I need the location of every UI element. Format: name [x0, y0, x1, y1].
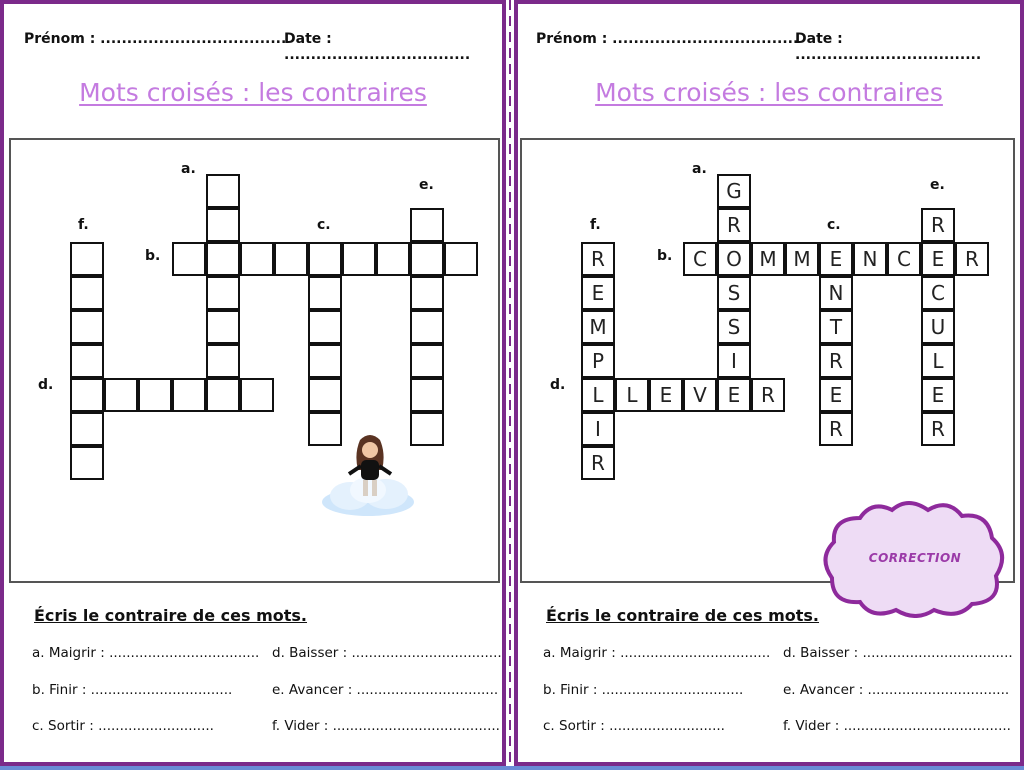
crossword-cell: E — [649, 378, 683, 412]
crossword-cell: C — [921, 276, 955, 310]
crossword-cell — [70, 242, 104, 276]
crossword-cell: E — [921, 242, 955, 276]
question-f: f. Vider : ....................................... — [272, 718, 500, 734]
crossword-cell: E — [819, 242, 853, 276]
crossword-cell — [240, 242, 274, 276]
worksheet-blank — [0, 0, 506, 766]
page-divider — [509, 0, 511, 770]
question-d: d. Baisser : ................................... — [783, 645, 1013, 661]
crossword-cell — [308, 378, 342, 412]
crossword-cell — [104, 378, 138, 412]
crossword-cell: L — [581, 378, 615, 412]
crossword-cell: G — [717, 174, 751, 208]
crossword-cell: R — [581, 446, 615, 480]
crossword-cell: C — [683, 242, 717, 276]
question-c: c. Sortir : ........................... — [32, 718, 214, 734]
clue-label-d: d. — [38, 377, 54, 393]
question-a: a. Maigrir : ................................... — [32, 645, 260, 661]
crossword-cell — [342, 242, 376, 276]
crossword-cell: E — [717, 378, 751, 412]
clue-label-b: b. — [657, 248, 673, 264]
crossword-cell: L — [921, 344, 955, 378]
clue-label-f: f. — [590, 217, 601, 233]
crossword-cell — [410, 276, 444, 310]
question-b: b. Finir : ................................. — [543, 682, 744, 698]
instructions-heading: Écris le contraire de ces mots. — [546, 606, 820, 625]
clue-label-d: d. — [550, 377, 566, 393]
instructions-heading: Écris le contraire de ces mots. — [34, 606, 308, 625]
crossword-cell — [410, 310, 444, 344]
crossword-cell: R — [751, 378, 785, 412]
crossword-cell — [308, 344, 342, 378]
crossword-cell — [70, 446, 104, 480]
question-a: a. Maigrir : ................................... — [543, 645, 771, 661]
bottom-edge — [0, 766, 1024, 770]
crossword-cell — [70, 276, 104, 310]
crossword-cell: P — [581, 344, 615, 378]
crossword-cell — [376, 242, 410, 276]
crossword-cell: R — [921, 208, 955, 242]
page-title: Mots croisés : les contraires — [595, 78, 943, 107]
question-f: f. Vider : ....................................... — [783, 718, 1011, 734]
crossword-cell — [274, 242, 308, 276]
crossword-cell: R — [581, 242, 615, 276]
crossword-cell: O — [717, 242, 751, 276]
crossword-cell — [410, 344, 444, 378]
date-label: Date : ................................... — [795, 31, 982, 63]
crossword-cell: N — [853, 242, 887, 276]
clue-label-a: a. — [692, 161, 707, 177]
page-title: Mots croisés : les contraires — [79, 78, 427, 107]
correction-label: CORRECTION — [868, 551, 962, 565]
crossword-cell — [444, 242, 478, 276]
crossword-cell — [206, 208, 240, 242]
clue-label-a: a. — [181, 161, 196, 177]
question-e: e. Avancer : ................................. — [783, 682, 1010, 698]
crossword-cell: E — [819, 378, 853, 412]
clue-label-e: e. — [419, 177, 434, 193]
worksheet-correction — [514, 0, 1024, 766]
clue-label-b: b. — [145, 248, 161, 264]
crossword-cell — [206, 242, 240, 276]
clue-label-c: c. — [827, 217, 841, 233]
crossword-cell — [70, 412, 104, 446]
crossword-cell: R — [955, 242, 989, 276]
crossword-cell: N — [819, 276, 853, 310]
crossword-cell — [172, 378, 206, 412]
crossword-cell: R — [819, 412, 853, 446]
question-d: d. Baisser : ................................... — [272, 645, 502, 661]
crossword-cell — [138, 378, 172, 412]
crossword-cell — [308, 310, 342, 344]
crossword-cell: S — [717, 276, 751, 310]
crossword-cell — [70, 344, 104, 378]
crossword-cell — [410, 208, 444, 242]
correction-badge — [820, 498, 1010, 618]
crossword-cell — [240, 378, 274, 412]
crossword-cell: R — [819, 344, 853, 378]
crossword-cell: C — [887, 242, 921, 276]
crossword-cell — [308, 242, 342, 276]
first-name-label: Prénom : ................................... — [24, 31, 287, 47]
crossword-cell: R — [921, 412, 955, 446]
crossword-cell — [172, 242, 206, 276]
crossword-cell — [206, 276, 240, 310]
crossword-cell: U — [921, 310, 955, 344]
girl-on-cloud-illustration — [316, 430, 421, 522]
crossword-cell: E — [921, 378, 955, 412]
clue-label-f: f. — [78, 217, 89, 233]
crossword-cell — [308, 276, 342, 310]
crossword-cell — [206, 310, 240, 344]
crossword-cell: V — [683, 378, 717, 412]
crossword-cell — [410, 242, 444, 276]
date-label: Date : ................................... — [284, 31, 471, 63]
question-c: c. Sortir : ........................... — [543, 718, 725, 734]
question-b: b. Finir : ................................. — [32, 682, 233, 698]
crossword-cell: E — [581, 276, 615, 310]
crossword-cell: R — [717, 208, 751, 242]
crossword-cell — [206, 378, 240, 412]
crossword-cell — [206, 344, 240, 378]
crossword-cell — [70, 310, 104, 344]
crossword-cell: I — [581, 412, 615, 446]
crossword-cell: L — [615, 378, 649, 412]
crossword-cell: M — [581, 310, 615, 344]
question-e: e. Avancer : ................................. — [272, 682, 499, 698]
crossword-cell: I — [717, 344, 751, 378]
crossword-cell — [206, 174, 240, 208]
clue-label-e: e. — [930, 177, 945, 193]
crossword-cell: S — [717, 310, 751, 344]
crossword-cell: M — [785, 242, 819, 276]
crossword-cell: T — [819, 310, 853, 344]
crossword-cell — [410, 378, 444, 412]
first-name-label: Prénom : ................................... — [536, 31, 799, 47]
crossword-cell: M — [751, 242, 785, 276]
clue-label-c: c. — [317, 217, 331, 233]
crossword-cell — [70, 378, 104, 412]
